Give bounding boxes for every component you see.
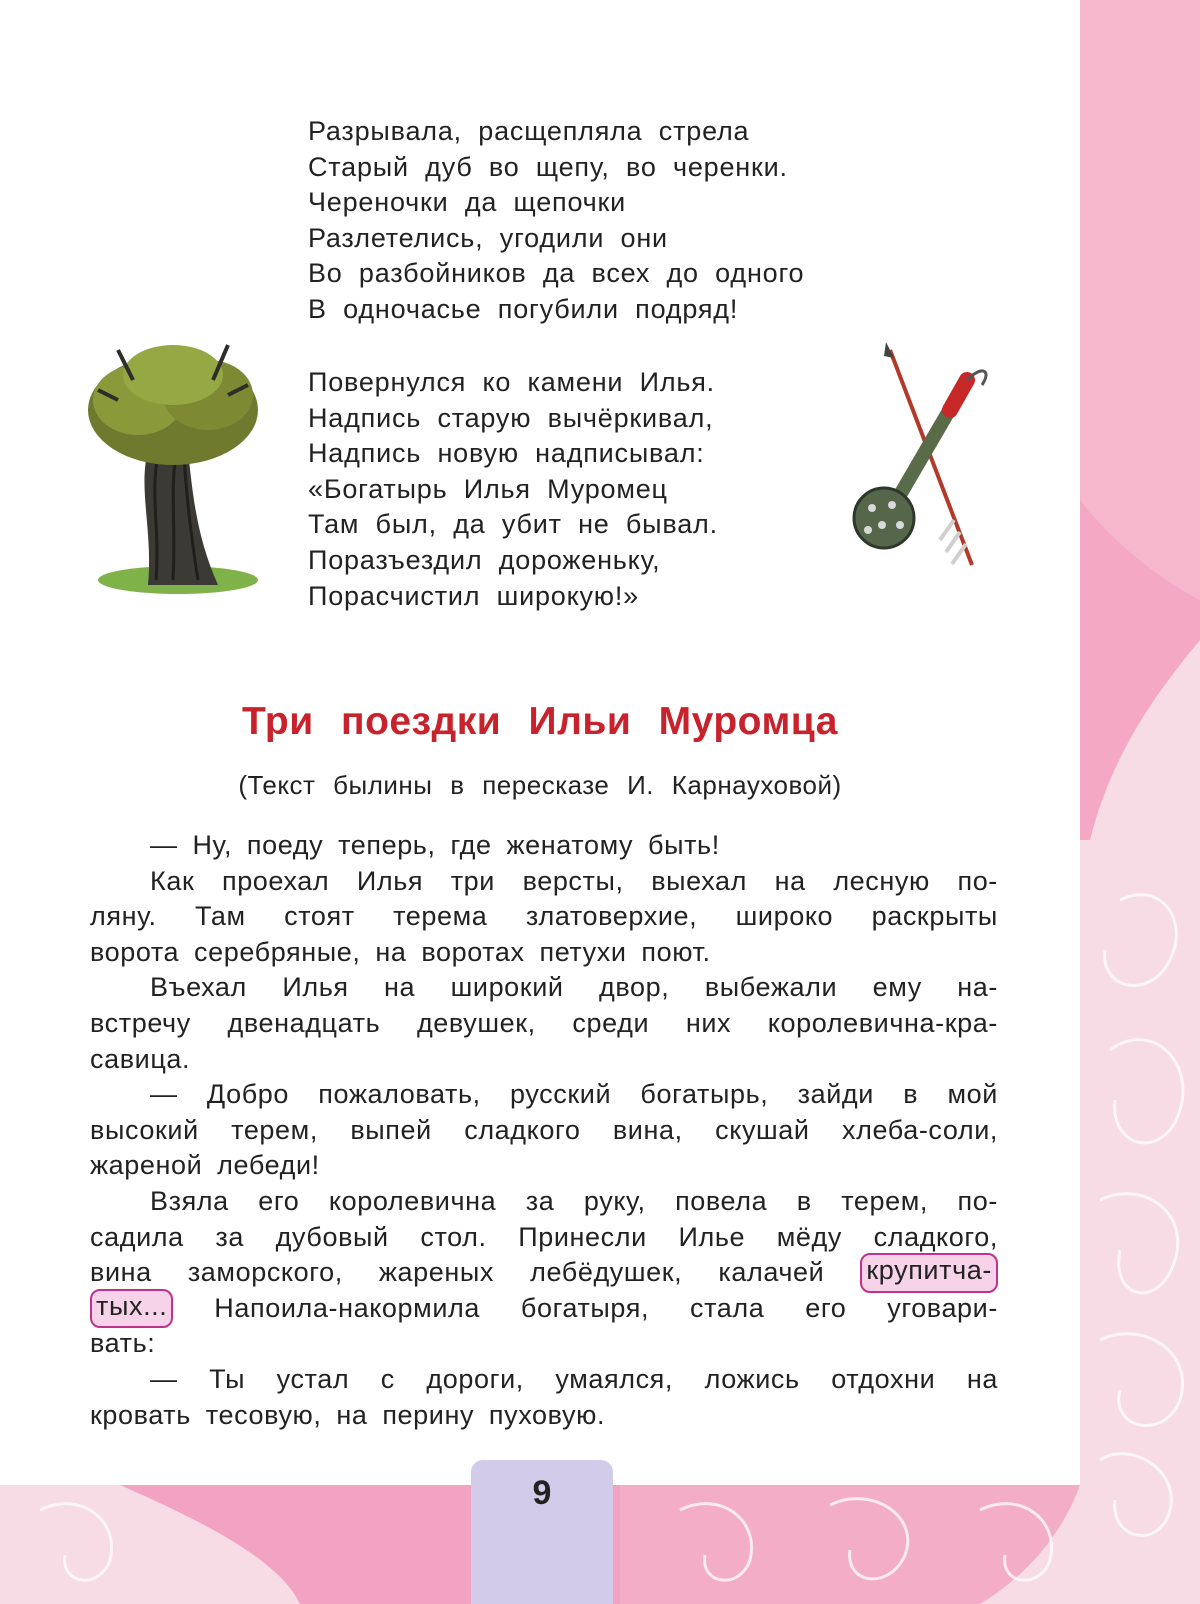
prose-word: ворота <box>90 936 180 967</box>
prose-word: златоверхие, <box>525 901 698 932</box>
prose-word: двенадцать <box>227 1007 381 1038</box>
prose-word: лебёдушек, <box>530 1257 683 1288</box>
prose-word: его <box>258 1185 300 1216</box>
prose-word: жареных <box>378 1257 495 1288</box>
prose-word: скушай <box>715 1114 810 1145</box>
prose-line <box>90 1113 998 1149</box>
prose-word: терем, <box>231 1114 318 1145</box>
prose-word: петухи <box>539 936 627 967</box>
prose-word: — <box>150 830 178 860</box>
prose-word: руку, <box>583 1185 646 1216</box>
poem-stanza-2 <box>308 365 908 614</box>
prose-word: на <box>774 865 806 896</box>
prose-word: поют. <box>641 936 711 967</box>
prose-line <box>90 1326 998 1362</box>
oak-tree-illustration <box>78 330 268 600</box>
prose-word: на- <box>957 972 998 1003</box>
prose-word: — <box>150 1079 178 1110</box>
prose-line <box>90 1362 998 1398</box>
poem-line: Поразъездил дороженьку, <box>308 544 661 575</box>
prose-word: сладкого, <box>873 1221 998 1252</box>
prose-word: Ну, <box>192 830 233 860</box>
story-title: Три поездки Ильи Муромца <box>242 700 838 743</box>
prose-word: его <box>805 1292 847 1323</box>
prose-word: лесную <box>833 865 930 896</box>
prose-word: Как <box>150 865 195 896</box>
prose-word: устал <box>276 1363 350 1394</box>
prose-word: терема <box>393 901 488 932</box>
prose-word: уговари- <box>887 1292 998 1323</box>
prose-word: где <box>450 830 492 860</box>
prose-word: тесовую, <box>205 1399 322 1430</box>
poem-line: Разрывала, расщепляла стрела <box>308 116 750 146</box>
prose-word: на <box>336 1399 368 1430</box>
prose-word: Добро <box>206 1079 289 1110</box>
prose-line <box>90 1148 998 1184</box>
prose-word: терем, <box>841 1185 929 1216</box>
prose-word: теперь, <box>338 830 436 860</box>
poem-line: Повернулся ко камени Илья. <box>308 367 715 397</box>
prose-word: серебряные, <box>194 936 361 967</box>
poem-line: «Богатырь Илья Муромец <box>308 473 668 504</box>
prose-word: жареной <box>90 1150 203 1181</box>
prose-word: за <box>215 1221 244 1252</box>
prose-word: с <box>380 1363 395 1394</box>
prose-word: широко <box>735 901 834 932</box>
prose-line <box>90 1220 998 1256</box>
prose-line <box>90 828 998 864</box>
prose-word: Ты <box>209 1363 246 1394</box>
prose-line <box>90 970 998 1006</box>
prose-word: стол. <box>420 1221 487 1252</box>
glossary-word-highlight[interactable]: крупитча- <box>860 1253 998 1293</box>
prose-word: мёду <box>776 1221 842 1252</box>
prose-word: версты, <box>522 865 624 896</box>
prose-word: по- <box>957 865 998 896</box>
prose-word: выехал <box>651 865 747 896</box>
prose-word: русский <box>510 1079 612 1110</box>
prose-word: вать: <box>90 1328 156 1359</box>
prose-word: дороги, <box>426 1363 524 1394</box>
prose-word: них <box>685 1007 732 1038</box>
poem-line: Старый дуб во щепу, во черенки. <box>308 151 788 182</box>
prose-line <box>90 1006 998 1042</box>
prose-word: Илье <box>678 1221 746 1252</box>
prose-word: богатыря, <box>520 1292 650 1323</box>
prose-word: выбежали <box>704 972 838 1003</box>
prose-word: за <box>525 1185 555 1216</box>
poem-line: Разлетелись, угодили они <box>308 222 668 253</box>
prose-line <box>90 899 998 935</box>
prose-line <box>90 1291 998 1327</box>
prose-word: ляну. <box>90 901 157 932</box>
prose-word: стала <box>689 1292 765 1323</box>
prose-word: вина <box>90 1257 152 1288</box>
prose-word: Принесли <box>518 1221 647 1252</box>
prose-word: сладкого <box>464 1114 581 1145</box>
glossary-word-highlight[interactable]: тых... <box>90 1289 173 1329</box>
poem-stanza-1 <box>308 114 908 328</box>
prose-word: кровать <box>90 1399 191 1430</box>
prose-word: повела <box>675 1185 768 1216</box>
prose-word: раскрыты <box>871 901 998 932</box>
poem-line: Там был, да убит не бывал. <box>308 509 718 540</box>
prose-word: вина, <box>612 1114 683 1145</box>
poem-line: Надпись новую надписывал: <box>308 438 705 469</box>
prose-word: ложись <box>704 1363 800 1394</box>
prose-word: перину <box>382 1399 475 1430</box>
prose-word: Илья <box>282 972 349 1003</box>
prose-word: поеду <box>246 830 324 860</box>
prose-word: мой <box>947 1079 998 1110</box>
prose-word: королевична-кра- <box>767 1007 998 1038</box>
prose-word: хлеба-соли, <box>842 1114 998 1145</box>
poem-line: В одночасье погубили подряд! <box>308 293 739 324</box>
prose-word: три <box>450 865 495 896</box>
prose-word: калачей <box>718 1257 825 1288</box>
prose-word: стоят <box>284 901 355 932</box>
prose-word: в <box>903 1079 919 1110</box>
prose-word: пожаловать, <box>318 1079 481 1110</box>
prose-line <box>90 1042 998 1078</box>
prose-word: заморского, <box>187 1257 343 1288</box>
prose-word: встречу <box>90 1007 191 1038</box>
prose-word: широкий <box>450 972 564 1003</box>
prose-line <box>90 864 998 900</box>
prose-word: Напоила-накормила <box>214 1292 480 1323</box>
prose-word: королевична <box>328 1185 497 1216</box>
page-number <box>471 1460 613 1604</box>
prose-word: зайди <box>797 1079 874 1110</box>
prose-word: пуховую. <box>488 1399 606 1430</box>
prose-word: на <box>375 936 407 967</box>
prose-word: богатырь, <box>640 1079 769 1110</box>
prose-word: в <box>796 1185 812 1216</box>
poem-line: Надпись старую вычёркивал, <box>308 402 714 433</box>
prose-word: двор, <box>599 972 670 1003</box>
prose-word: Взяла <box>150 1185 229 1216</box>
prose-line <box>90 935 998 971</box>
page-number-text: 9 <box>532 1474 552 1512</box>
prose-word: женатому <box>506 830 634 860</box>
poem-line: Порасчистил широкую!» <box>308 580 639 611</box>
prose-word: умаялся, <box>555 1363 673 1394</box>
prose-word: лебеди! <box>217 1150 320 1181</box>
prose-word: на <box>384 972 416 1003</box>
prose-word: Илья <box>356 865 424 896</box>
prose-line <box>90 1184 998 1220</box>
prose-word: отдохни <box>831 1363 936 1394</box>
prose-line <box>90 1077 998 1113</box>
prose-word: садила <box>90 1221 184 1252</box>
prose-word: Въехал <box>150 972 247 1003</box>
prose-word: выпей <box>350 1114 432 1145</box>
prose-word: савица. <box>90 1043 191 1074</box>
prose-word: ему <box>872 972 922 1003</box>
prose-word: — <box>150 1363 178 1394</box>
prose-word: дубовый <box>275 1221 389 1252</box>
prose-word: по- <box>957 1185 998 1216</box>
story-text <box>90 828 998 1433</box>
poem-line: Во разбойников да всех до одного <box>308 258 805 289</box>
prose-word: на <box>966 1363 998 1394</box>
prose-word: проехал <box>221 865 330 896</box>
prose-line <box>90 1398 998 1434</box>
prose-word: воротах <box>421 936 525 967</box>
prose-word: среди <box>572 1007 650 1038</box>
prose-word: Там <box>195 901 246 932</box>
poem-line: Череночки да щепочки <box>308 187 627 218</box>
story-subtitle: (Текст былины в пересказе И. Карнауховой) <box>238 770 842 800</box>
prose-word: девушек, <box>416 1007 536 1038</box>
prose-word: высокий <box>90 1114 199 1145</box>
prose-word: быть! <box>648 830 720 860</box>
prose-line <box>90 1255 998 1291</box>
